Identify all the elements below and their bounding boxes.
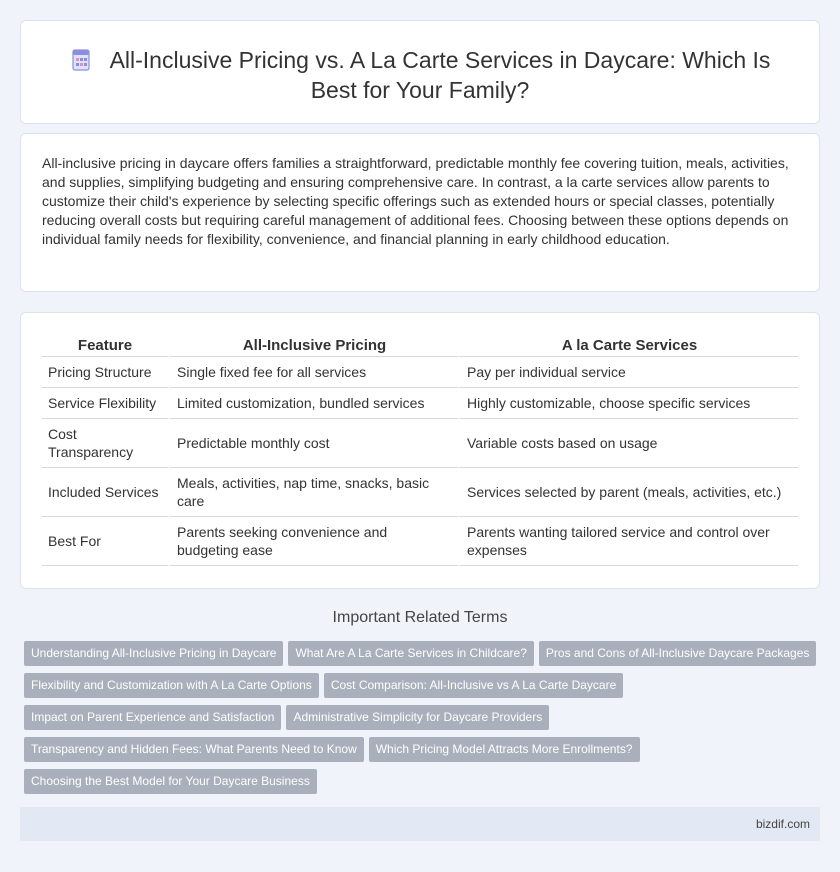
tag-row [24, 769, 824, 801]
related-terms-list [24, 641, 824, 801]
table-row [42, 517, 798, 566]
related-term-tag[interactable]: Impact on Parent Experience and Satisfaction [24, 705, 281, 730]
table-cell-feature: Included Services [42, 468, 168, 517]
comparison-table [42, 335, 798, 566]
related-term-tag[interactable]: What Are A La Carte Services in Childcare? [288, 641, 533, 666]
table-header-row [42, 335, 798, 357]
page-title-text: All-Inclusive Pricing vs. A La Carte Services in Daycare: Which Is Best for Your Family? [109, 47, 771, 103]
related-terms-heading: Important Related Terms [332, 609, 508, 626]
table-cell: Pay per individual service [458, 357, 798, 388]
table-cell: Parents seeking convenience and budgeting ease [168, 517, 458, 566]
table-cell-feature: Service Flexibility [42, 388, 168, 419]
table-row [42, 357, 798, 388]
intro-card [20, 133, 820, 292]
table-cell: Parents wanting tailored service and control over expenses [458, 517, 798, 566]
table-cell: Services selected by parent (meals, activities, etc.) [458, 468, 798, 517]
header-all-inclusive: All-Inclusive Pricing [168, 335, 458, 357]
footer-brand[interactable]: bizdif.com [755, 817, 810, 831]
table-row [42, 468, 798, 517]
header-feature: Feature [42, 335, 168, 357]
table-cell-feature: Pricing Structure [42, 357, 168, 388]
related-term-tag[interactable]: Understanding All-Inclusive Pricing in Daycare [24, 641, 283, 666]
header-a-la-carte: A la Carte Services [458, 335, 798, 357]
document-icon [70, 49, 92, 71]
table-cell-feature: Best For [42, 517, 168, 566]
title-card [20, 20, 820, 124]
table-row [42, 419, 798, 468]
related-term-tag[interactable]: Flexibility and Customization with A La Carte Options [24, 673, 319, 698]
table-row [42, 388, 798, 419]
intro-paragraph: All-inclusive pricing in daycare offers families a straightforward, predictable monthly fee covering tuition, meals, activities, and supplies, simplifying budgeting and ensuring comprehensive care. In contrast, a la carte services allow parents to customize their child's experience by selecting specific offerings such as extended hours or special classes, potentially reducing overall costs but requiring careful management of additional fees. Choosing between these options depends on individual family needs for flexibility, convenience, and financial planning in early childhood education. [42, 155, 789, 247]
related-term-tag[interactable]: Pros and Cons of All-Inclusive Daycare Packages [539, 641, 816, 666]
related-term-tag[interactable]: Which Pricing Model Attracts More Enrollments? [369, 737, 640, 762]
tag-row [24, 705, 824, 737]
table-cell: Highly customizable, choose specific services [458, 388, 798, 419]
related-term-tag[interactable]: Cost Comparison: All-Inclusive vs A La Carte Daycare [324, 673, 623, 698]
table-cell: Meals, activities, nap time, snacks, basic care [168, 468, 458, 517]
tag-row [24, 641, 824, 673]
page-title [21, 45, 819, 105]
related-term-tag[interactable]: Transparency and Hidden Fees: What Parents Need to Know [24, 737, 364, 762]
table-cell: Single fixed fee for all services [168, 357, 458, 388]
table-cell: Variable costs based on usage [458, 419, 798, 468]
comparison-card [20, 312, 820, 589]
table-cell-feature: Cost Transparency [42, 419, 168, 468]
tag-row [24, 737, 824, 769]
table-cell: Predictable monthly cost [168, 419, 458, 468]
tag-row [24, 673, 824, 705]
title-wrap [21, 45, 819, 105]
footer [20, 807, 820, 841]
related-term-tag[interactable]: Administrative Simplicity for Daycare Providers [286, 705, 549, 730]
table-cell: Limited customization, bundled services [168, 388, 458, 419]
related-term-tag[interactable]: Choosing the Best Model for Your Daycare Business [24, 769, 317, 794]
